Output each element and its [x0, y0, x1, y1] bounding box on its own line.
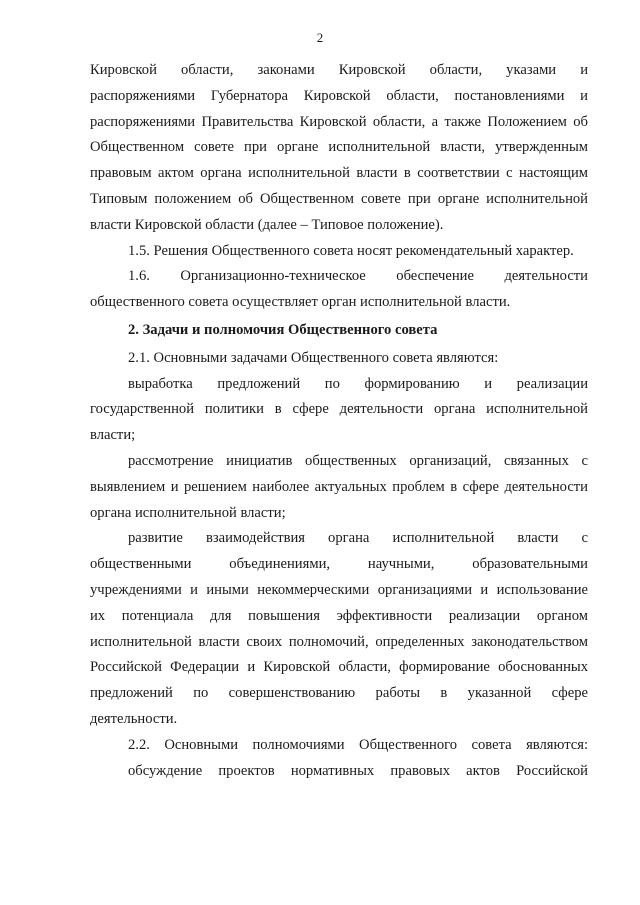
text-line: власти; [90, 427, 136, 444]
text-line: Типовым положением об Общественном совете при органе исполнительной [90, 190, 588, 207]
text-line: развитие взаимодействия органа исполнительной власти с [128, 530, 588, 547]
page-number: 2 [316, 30, 324, 45]
document-body [90, 58, 588, 784]
text-line: исполнительной власти своих полномочий, определенных законодательством [90, 633, 588, 650]
text-line: общественными объединениями, научными, образовательными [90, 556, 588, 573]
paragraph-block-2 [90, 346, 588, 785]
text-line: 1.6. Организационно-техническое обеспечение деятельности [128, 268, 588, 285]
text-line: распоряжениями Губернатора Кировской области, постановлениями и [90, 87, 588, 104]
text-line: Общественном совете при органе исполнительной власти, утвержденным [90, 139, 588, 156]
text-line: деятельности. [90, 710, 178, 727]
text-line: 1.5. Решения Общественного совета носят рекомендательный характер. [128, 242, 574, 259]
text-line: органа исполнительной власти; [90, 504, 286, 521]
text-line: правовым актом органа исполнительной власти в соответствии с настоящим [90, 165, 588, 182]
text-line: выявлением и решением наиболее актуальных проблем в сфере деятельности [90, 478, 588, 495]
text-line: Российской Федерации и Кировской области, формирование обоснованных [90, 659, 588, 676]
text-line: Кировской области, законами Кировской области, указами и [90, 62, 588, 78]
section-heading: 2. Задачи и полномочия Общественного совета [128, 321, 438, 338]
text-line: обсуждение проектов нормативных правовых актов Российской [128, 762, 588, 779]
text-line: власти Кировской области (далее – Типовое положение). [90, 216, 444, 233]
text-line: распоряжениями Правительства Кировской области, а также Положением об [90, 113, 588, 130]
text-line: их потенциала для повышения эффективности реализации органом [90, 607, 588, 624]
text-line: государственной политики в сфере деятельности органа исполнительной [90, 401, 588, 418]
text-line: рассмотрение инициатив общественных организаций, связанных с [128, 452, 588, 469]
text-line: учреждениями и иными некоммерческими организациями и использование [90, 581, 588, 598]
text-line: 2.1. Основными задачами Общественного совета являются: [128, 349, 499, 366]
text-line: предложений по совершенствованию работы в указанной сфере [90, 685, 588, 702]
text-line: выработка предложений по формированию и реализации [128, 375, 588, 392]
text-line: общественного совета осуществляет орган исполнительной власти. [90, 294, 511, 311]
text-line: 2.2. Основными полномочиями Общественного совета являются: [128, 736, 588, 753]
paragraph-block-1 [90, 58, 588, 316]
